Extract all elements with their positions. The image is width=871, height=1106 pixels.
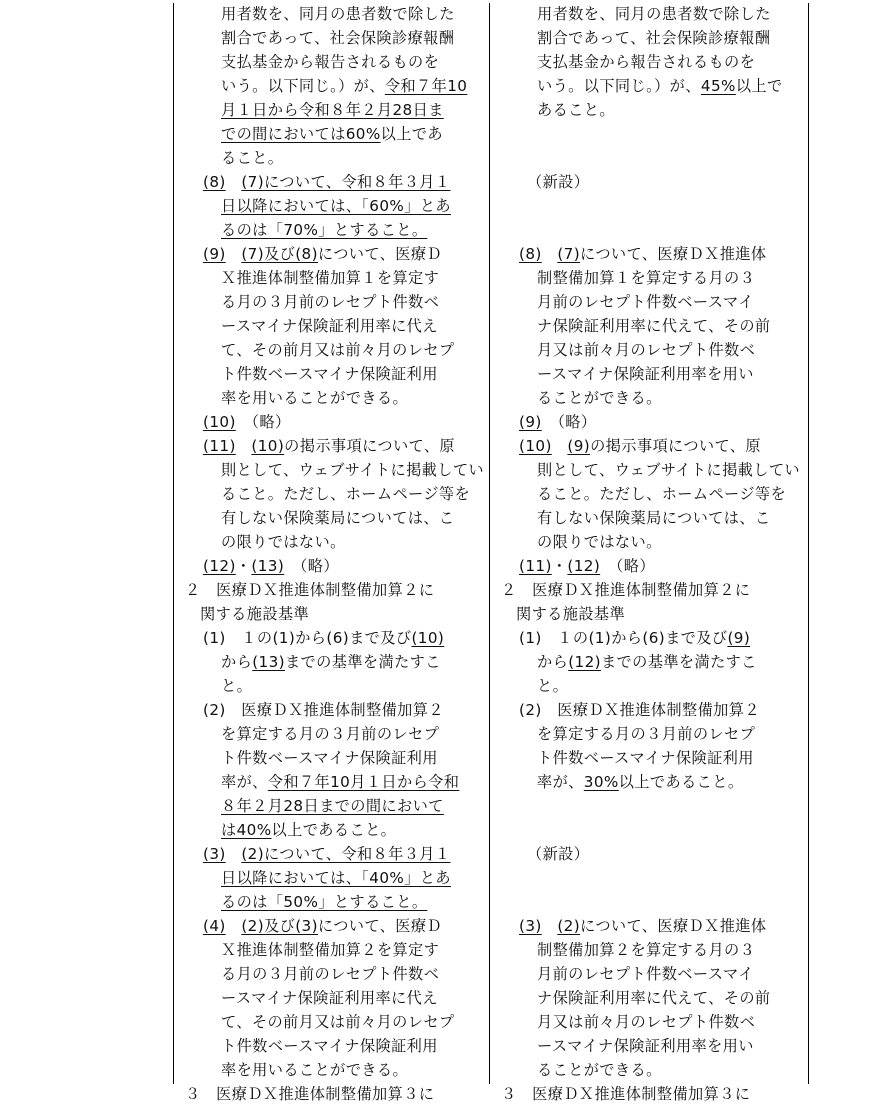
text-segment: ３ 医療ＤＸ推進体制整備加算３に bbox=[501, 1085, 751, 1103]
revised-line bbox=[203, 242, 442, 266]
text-segment: 月前のレセプト件数ベースマイ bbox=[537, 965, 754, 983]
text-segment: (7) bbox=[557, 245, 581, 263]
current-line bbox=[501, 578, 750, 602]
text-segment: ８年２月28日までの間において bbox=[221, 797, 444, 815]
text-segment: 制整備加算１を算定する月の３ bbox=[537, 269, 756, 287]
text-segment: ト件数ベースマイナ保険証利用 bbox=[221, 1037, 438, 1055]
revised-line bbox=[221, 146, 283, 170]
text-segment: (2) 医療ＤＸ推進体制整備加算２ bbox=[203, 701, 444, 719]
text-segment: ２ 医療ＤＸ推進体制整備加算２に bbox=[185, 581, 435, 599]
text-segment: ることができる。 bbox=[537, 389, 662, 407]
revised-line bbox=[221, 50, 439, 74]
revised-line bbox=[221, 290, 439, 314]
revised-line bbox=[203, 410, 291, 434]
revised-line bbox=[221, 314, 438, 338]
revised-line bbox=[221, 122, 443, 146]
text-segment: までの基準を満たすこ bbox=[600, 653, 757, 671]
text-segment: (4) bbox=[203, 917, 226, 935]
text-segment: (2)について、令和８年３月１ bbox=[241, 845, 451, 863]
current-line bbox=[537, 26, 770, 50]
text-segment: 以上であること。 bbox=[271, 821, 397, 839]
text-segment: Ｘ推進体制整備加算２を算定す bbox=[221, 941, 440, 959]
text-segment: 割合であって、社会保険診療報酬 bbox=[221, 29, 455, 47]
revised-line bbox=[221, 986, 438, 1010]
revised-line bbox=[203, 626, 444, 650]
text-segment: (8) bbox=[519, 245, 542, 263]
text-segment: (1) １の(1)から(6)まで及び bbox=[519, 629, 728, 647]
text-segment: 率が、 bbox=[221, 773, 268, 791]
text-segment bbox=[226, 245, 242, 263]
column-divider bbox=[489, 3, 490, 1084]
text-segment: (7)について、令和８年３月１ bbox=[241, 173, 451, 191]
text-segment: の限りではない。 bbox=[221, 533, 346, 551]
text-segment: 制整備加算２を算定する月の３ bbox=[537, 941, 756, 959]
current-line bbox=[501, 1082, 750, 1106]
revised-line bbox=[221, 482, 470, 506]
text-segment: を算定する月の３月前のレセプ bbox=[537, 725, 756, 743]
text-segment: （新設） bbox=[527, 173, 590, 191]
text-segment: を算定する月の３月前のレセプ bbox=[221, 725, 440, 743]
text-segment: ト件数ベースマイナ保険証利用 bbox=[537, 749, 754, 767]
text-segment: 月前のレセプト件数ベースマイ bbox=[537, 293, 754, 311]
text-segment bbox=[542, 245, 558, 263]
text-segment: いう。以下同じ。）が、 bbox=[221, 77, 385, 95]
text-segment: ること。ただし、ホームページ等を bbox=[537, 485, 787, 503]
revised-line bbox=[185, 1082, 434, 1106]
current-line bbox=[519, 554, 655, 578]
text-segment: (2) 医療ＤＸ推進体制整備加算２ bbox=[519, 701, 760, 719]
text-segment: ト件数ベースマイナ保険証利用 bbox=[221, 365, 438, 383]
revised-line bbox=[221, 194, 451, 218]
text-segment: て、その前月又は前々月のレセプ bbox=[221, 341, 455, 359]
revised-line bbox=[221, 1010, 455, 1034]
text-segment: 日以降においては、「60%」とあ bbox=[221, 197, 451, 215]
revised-line bbox=[203, 434, 455, 458]
text-segment: 45% bbox=[700, 77, 736, 95]
text-segment: ナ保険証利用率に代えて、その前 bbox=[537, 317, 771, 335]
text-segment: 関する施設基準 bbox=[200, 605, 310, 623]
current-line bbox=[537, 290, 754, 314]
text-segment: （新設） bbox=[527, 845, 590, 863]
text-segment: （略） bbox=[600, 557, 655, 575]
text-segment: (13) bbox=[251, 557, 285, 575]
text-segment: と。 bbox=[537, 677, 569, 695]
text-segment: 月又は前々月のレセプト件数ベ bbox=[537, 341, 756, 359]
text-segment: (12) bbox=[567, 557, 601, 575]
text-segment: 用者数を、同月の患者数で除した bbox=[221, 5, 455, 23]
text-segment: ３ 医療ＤＸ推進体制整備加算３に bbox=[185, 1085, 435, 1103]
text-segment: 用者数を、同月の患者数で除した bbox=[537, 5, 771, 23]
revised-line bbox=[221, 818, 396, 842]
revised-line bbox=[221, 362, 438, 386]
text-segment: (11) bbox=[519, 557, 552, 575]
text-segment: の掲示事項について、原 bbox=[590, 437, 761, 455]
revised-line bbox=[221, 506, 455, 530]
text-segment: ースマイナ保険証利用率を用い bbox=[537, 1037, 754, 1055]
text-segment: 月又は前々月のレセプト件数ベ bbox=[537, 1013, 756, 1031]
text-segment: ・ bbox=[551, 557, 568, 575]
text-segment: 有しない保険薬局については、こ bbox=[537, 509, 771, 527]
text-segment: 以上であること。 bbox=[618, 773, 744, 791]
text-segment: 30% bbox=[583, 773, 619, 791]
text-segment: と。 bbox=[221, 677, 253, 695]
current-line bbox=[519, 698, 760, 722]
revised-line bbox=[221, 218, 427, 242]
text-segment: 支払基金から報告されるものを bbox=[537, 53, 756, 71]
text-segment: ト件数ベースマイナ保険証利用 bbox=[221, 749, 438, 767]
revised-line bbox=[221, 674, 252, 698]
text-segment: 割合であって、社会保険診療報酬 bbox=[537, 29, 771, 47]
current-line bbox=[537, 362, 754, 386]
text-segment: る月の３月前のレセプト件数ベ bbox=[221, 965, 440, 983]
text-segment: ースマイナ保険証利用率に代え bbox=[221, 317, 438, 335]
text-segment: は40% bbox=[221, 821, 272, 839]
text-segment: 支払基金から報告されるものを bbox=[221, 53, 440, 71]
revised-line bbox=[221, 722, 439, 746]
text-segment: 以上であ bbox=[380, 125, 444, 143]
text-segment: るのは「50%」とすること。 bbox=[221, 893, 428, 911]
text-segment: ースマイナ保険証利用率に代え bbox=[221, 989, 438, 1007]
text-segment: ２ 医療ＤＸ推進体制整備加算２に bbox=[501, 581, 751, 599]
current-line bbox=[537, 962, 754, 986]
current-line bbox=[537, 482, 786, 506]
text-segment: ースマイナ保険証利用率を用い bbox=[537, 365, 754, 383]
revised-line bbox=[221, 794, 444, 818]
current-line bbox=[537, 266, 755, 290]
current-line bbox=[537, 98, 615, 122]
current-line bbox=[537, 1034, 754, 1058]
text-segment: (10) bbox=[203, 413, 236, 431]
revised-line bbox=[185, 578, 434, 602]
text-segment: について、医療ＤＸ推進体 bbox=[580, 245, 767, 263]
text-segment: る月の３月前のレセプト件数ベ bbox=[221, 293, 440, 311]
revised-line bbox=[221, 746, 438, 770]
revised-line bbox=[221, 530, 346, 554]
current-line bbox=[537, 338, 755, 362]
text-segment: (10) bbox=[251, 437, 285, 455]
current-line bbox=[537, 650, 757, 674]
text-segment: の限りではない。 bbox=[537, 533, 662, 551]
current-line bbox=[519, 914, 766, 938]
current-line bbox=[537, 1010, 755, 1034]
text-segment: (9) bbox=[203, 245, 226, 263]
text-segment: 日以降においては、「40%」とあ bbox=[221, 869, 451, 887]
text-segment: いう。以下同じ。）が、 bbox=[537, 77, 701, 95]
current-line bbox=[519, 242, 766, 266]
text-segment: 関する施設基準 bbox=[516, 605, 626, 623]
text-segment: から bbox=[537, 653, 569, 671]
text-segment: 以上で bbox=[735, 77, 783, 95]
text-segment: ナ保険証利用率に代えて、その前 bbox=[537, 989, 771, 1007]
current-line bbox=[537, 506, 771, 530]
text-segment: について、医療Ｄ bbox=[317, 245, 443, 263]
current-line bbox=[537, 770, 743, 794]
text-segment: 令和７年10月１日から令和 bbox=[267, 773, 460, 791]
text-segment: 月１日から令和８年２月28日ま bbox=[221, 101, 444, 119]
text-segment: (2) bbox=[557, 917, 581, 935]
current-line bbox=[537, 674, 568, 698]
revised-line bbox=[203, 170, 450, 194]
text-segment: (8) bbox=[203, 173, 226, 191]
revised-line bbox=[221, 770, 459, 794]
current-line bbox=[537, 2, 771, 26]
text-segment: 率が、 bbox=[537, 773, 584, 791]
text-segment: (9) bbox=[519, 413, 542, 431]
text-segment: （略） bbox=[284, 557, 339, 575]
revised-line bbox=[221, 866, 451, 890]
current-line bbox=[537, 1058, 662, 1082]
revised-line bbox=[221, 1034, 438, 1058]
current-line bbox=[527, 842, 589, 866]
text-segment: (2)及び(3) bbox=[241, 917, 318, 935]
revised-line bbox=[221, 98, 444, 122]
text-segment: ることができる。 bbox=[537, 1061, 662, 1079]
text-segment: ・ bbox=[235, 557, 252, 575]
text-segment: (13) bbox=[252, 653, 285, 671]
text-segment: (11) bbox=[203, 437, 236, 455]
text-segment: 有しない保険薬局については、こ bbox=[221, 509, 455, 527]
text-segment bbox=[236, 437, 252, 455]
text-segment: での間においては60% bbox=[221, 125, 381, 143]
text-segment: ること。 bbox=[221, 149, 284, 167]
text-segment: までの基準を満たすこ bbox=[284, 653, 441, 671]
revised-line bbox=[221, 650, 441, 674]
text-segment: 率を用いることができる。 bbox=[221, 1061, 409, 1079]
text-segment: (1) １の(1)から(6)まで及び bbox=[203, 629, 412, 647]
current-line bbox=[537, 746, 754, 770]
text-segment: Ｘ推進体制整備加算１を算定す bbox=[221, 269, 440, 287]
text-segment bbox=[226, 845, 242, 863]
text-segment: (3) bbox=[519, 917, 542, 935]
revised-line bbox=[203, 914, 442, 938]
text-segment: るのは「70%」とすること。 bbox=[221, 221, 428, 239]
text-segment: (3) bbox=[203, 845, 226, 863]
revised-line bbox=[203, 698, 444, 722]
text-segment: (7)及び(8) bbox=[241, 245, 318, 263]
text-segment: 率を用いることができる。 bbox=[221, 389, 409, 407]
text-segment bbox=[542, 917, 558, 935]
text-segment bbox=[226, 173, 242, 191]
current-line bbox=[537, 386, 662, 410]
text-segment bbox=[552, 437, 568, 455]
revised-line bbox=[221, 266, 439, 290]
text-segment: (10) bbox=[411, 629, 445, 647]
text-segment: から bbox=[221, 653, 253, 671]
text-segment: の掲示事項について、原 bbox=[284, 437, 456, 455]
text-segment: 令和７年10 bbox=[384, 77, 468, 95]
revised-line bbox=[221, 2, 455, 26]
revised-line bbox=[221, 386, 408, 410]
revised-line bbox=[200, 602, 309, 626]
current-line bbox=[537, 530, 662, 554]
text-segment: (10) bbox=[519, 437, 552, 455]
current-line bbox=[516, 602, 625, 626]
revised-line bbox=[221, 890, 427, 914]
revised-line bbox=[221, 338, 455, 362]
text-segment: (12) bbox=[568, 653, 601, 671]
revised-line bbox=[221, 74, 467, 98]
text-segment: 則として、ウェブサイトに掲載してい bbox=[221, 461, 485, 479]
revised-line bbox=[203, 842, 450, 866]
revised-line bbox=[221, 26, 454, 50]
current-line bbox=[537, 722, 755, 746]
text-segment: について、医療Ｄ bbox=[317, 917, 443, 935]
current-line bbox=[537, 938, 755, 962]
text-segment: （略） bbox=[235, 413, 291, 431]
text-segment: （略） bbox=[541, 413, 597, 431]
text-segment: て、その前月又は前々月のレセプ bbox=[221, 1013, 455, 1031]
current-line bbox=[519, 434, 761, 458]
current-line bbox=[519, 626, 750, 650]
current-line bbox=[537, 458, 800, 482]
text-segment: (9) bbox=[567, 437, 591, 455]
text-segment: 則として、ウェブサイトに掲載してい bbox=[537, 461, 801, 479]
text-segment bbox=[226, 917, 242, 935]
text-segment: あること。 bbox=[537, 101, 615, 119]
current-line bbox=[537, 74, 783, 98]
current-line bbox=[527, 170, 589, 194]
revised-line bbox=[221, 962, 439, 986]
revised-line bbox=[221, 938, 439, 962]
current-line bbox=[537, 314, 771, 338]
text-segment: (12) bbox=[203, 557, 236, 575]
text-segment: について、医療ＤＸ推進体 bbox=[580, 917, 767, 935]
current-line bbox=[537, 986, 771, 1010]
revised-line bbox=[221, 458, 484, 482]
revised-line bbox=[221, 1058, 408, 1082]
text-segment: ること。ただし、ホームページ等を bbox=[221, 485, 471, 503]
text-segment: (9) bbox=[727, 629, 751, 647]
current-line bbox=[519, 410, 596, 434]
revised-line bbox=[203, 554, 339, 578]
current-line bbox=[537, 50, 755, 74]
